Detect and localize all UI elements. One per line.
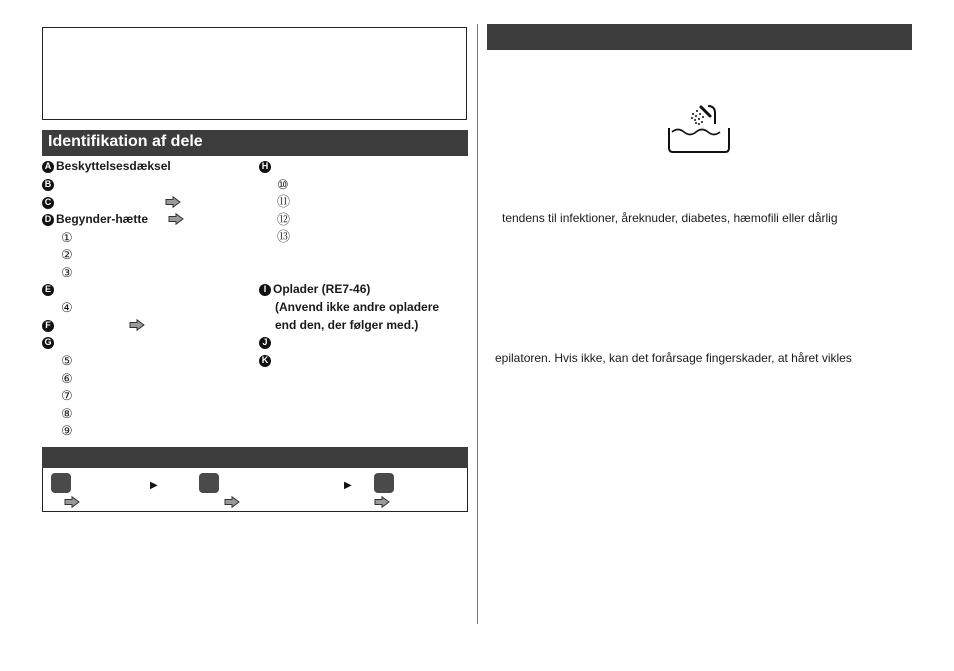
steps-header-bar [42,447,468,468]
part-k [259,352,273,369]
step-2-marker [199,473,219,493]
part-j [259,334,273,351]
next-step-icon: ▶ [344,480,352,491]
badge-c: C [42,197,54,209]
part-i-label-line3: end den, der følger med.) [275,318,419,332]
part-g [42,334,56,351]
part-a [42,158,171,175]
part-f [42,317,56,334]
section-title: Identifikation af dele [48,133,203,150]
item-number-7: ⑦ [61,388,73,403]
item-number-13: ⑬ [277,229,291,244]
note-box [42,27,467,120]
reference-arrow-icon [165,196,181,208]
section-header-parts [42,130,468,156]
reference-arrow-icon [168,213,184,225]
badge-d: D [42,214,54,226]
part-e [42,281,56,298]
part-d [42,211,148,228]
badge-k: K [259,355,271,367]
part-i-label-line1: Oplader (RE7-46) [273,282,371,296]
part-i [259,281,370,298]
item-number-10: ⑩ [277,177,289,192]
reference-arrow-icon [64,496,80,508]
badge-j: J [259,337,271,349]
part-c [42,194,56,211]
part-d-label: Begynder-hætte [56,212,149,226]
part-h [259,158,273,175]
item-number-9: ⑨ [61,423,73,438]
section-header-right [487,24,912,50]
badge-g: G [42,337,54,349]
badge-b: B [42,179,54,191]
part-a-label: Beskyttelsesdæksel [56,159,171,173]
item-number-2: ② [61,247,73,262]
reference-arrow-icon [224,496,240,508]
item-number-5: ⑤ [61,353,73,368]
item-number-6: ⑥ [61,371,73,386]
part-b [42,176,56,193]
body-text-line: epilatoren. Hvis ikke, kan det forårsage fingerskader, at håret vikles [495,351,852,365]
badge-h: H [259,161,271,173]
step-1-marker [51,473,71,493]
item-number-1: ① [61,230,73,245]
badge-e: E [42,284,54,296]
item-number-12: ⑫ [277,212,291,227]
badge-f: F [42,320,54,332]
body-text-line: tendens til infektioner, åreknuder, diabetes, hæmofili eller dårlig [502,211,838,225]
reference-arrow-icon [129,319,145,331]
item-number-4: ④ [61,300,73,315]
part-i-label-line2: (Anvend ikke andre opladere [275,300,440,314]
reference-arrow-icon [374,496,390,508]
badge-i: I [259,284,271,296]
shower-bath-icon [666,103,734,155]
item-number-8: ⑧ [61,406,73,421]
item-number-3: ③ [61,265,73,280]
next-step-icon: ▶ [150,480,158,491]
badge-a: A [42,161,54,173]
step-3-marker [374,473,394,493]
item-number-11: ⑪ [277,194,291,209]
column-divider [477,24,478,624]
